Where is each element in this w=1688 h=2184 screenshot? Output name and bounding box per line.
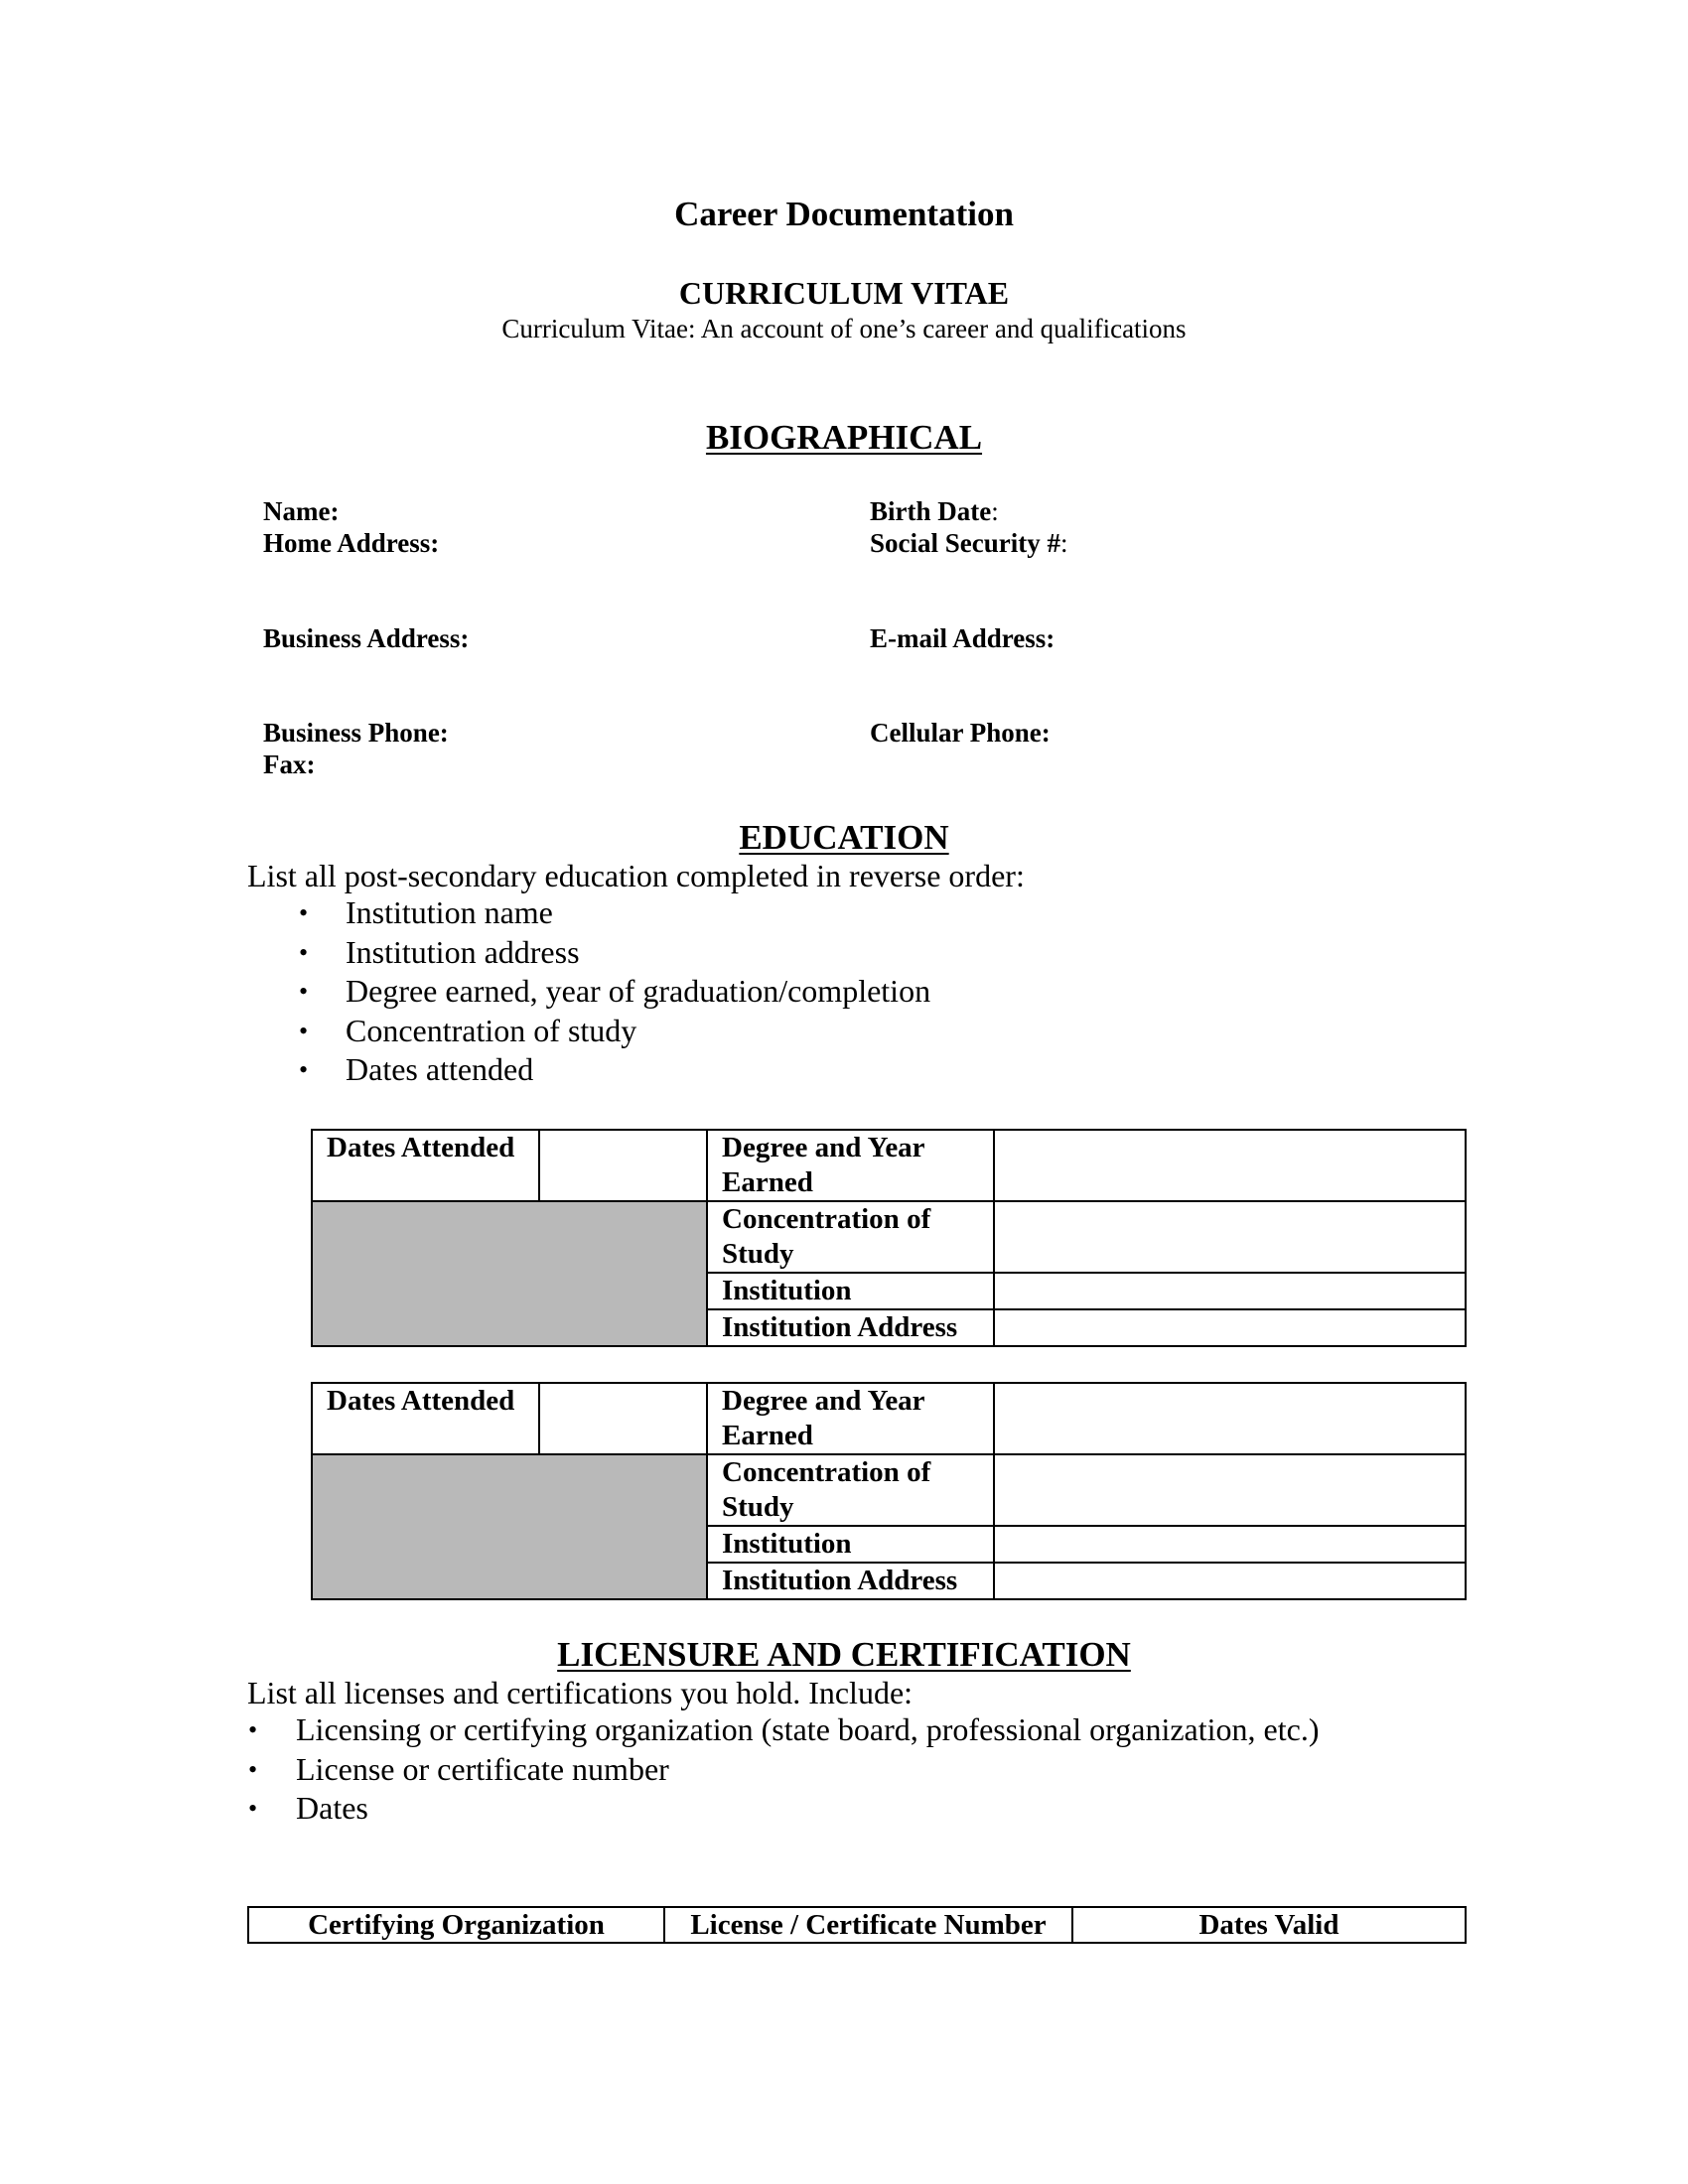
list-item bbox=[0, 1750, 1688, 1790]
list-item bbox=[0, 1710, 1688, 1750]
bullet-glyph: • bbox=[299, 898, 309, 927]
list-item-text: Institution name bbox=[346, 894, 553, 930]
institution-label: Institution bbox=[707, 1273, 994, 1309]
concentration-field[interactable] bbox=[994, 1454, 1466, 1526]
table-row bbox=[312, 1383, 1466, 1454]
education-table bbox=[311, 1129, 1467, 1347]
concentration-label: Concentration of Study bbox=[707, 1454, 994, 1526]
cv-definition: Curriculum Vitae: An account of one’s career and qualifications bbox=[501, 314, 1187, 343]
name-label: Name: bbox=[263, 496, 340, 526]
education-intro: List all post-secondary education completed in reverse order: bbox=[247, 858, 1025, 893]
licensure-intro: List all licenses and certifications you hold. Include: bbox=[247, 1675, 914, 1710]
licensure-heading bbox=[0, 1635, 1688, 1675]
fax-label: Fax: bbox=[263, 750, 316, 779]
birth-date-colon: : bbox=[991, 496, 999, 526]
bullet-glyph: • bbox=[248, 1754, 258, 1784]
institution-address-field[interactable] bbox=[994, 1563, 1466, 1599]
shaded-cell bbox=[312, 1454, 707, 1599]
education-bullet-list bbox=[0, 893, 1688, 1090]
institution-field[interactable] bbox=[994, 1273, 1466, 1309]
licensure-bullet-list bbox=[0, 1710, 1688, 1829]
business-phone-label: Business Phone: bbox=[263, 718, 449, 748]
institution-address-field[interactable] bbox=[994, 1309, 1466, 1346]
document-subtitle: CURRICULUM VITAE bbox=[678, 275, 1010, 311]
list-item bbox=[0, 893, 1688, 933]
list-item-text: Licensing or certifying organization (state board, professional organization, etc.) bbox=[296, 1711, 1320, 1747]
ssn-colon: : bbox=[1059, 528, 1068, 558]
email-label: E-mail Address: bbox=[870, 623, 1055, 653]
institution-label: Institution bbox=[707, 1526, 994, 1563]
page-title: Career Documentation bbox=[674, 195, 1014, 233]
list-item-text: Concentration of study bbox=[346, 1012, 637, 1048]
certification-table bbox=[247, 1906, 1467, 1944]
dates-attended-label: Dates Attended bbox=[312, 1383, 539, 1454]
list-item-text: Institution address bbox=[346, 933, 580, 970]
dates-valid-header: Dates Valid bbox=[1072, 1907, 1466, 1943]
table-header-row bbox=[248, 1907, 1466, 1943]
concentration-label: Concentration of Study bbox=[707, 1201, 994, 1273]
licensure-heading-text: LICENSURE AND CERTIFICATION bbox=[557, 1635, 1131, 1674]
biographical-heading bbox=[0, 418, 1688, 458]
degree-year-label: Degree and Year Earned bbox=[707, 1130, 994, 1201]
bullet-glyph: • bbox=[299, 977, 309, 1006]
concentration-field[interactable] bbox=[994, 1201, 1466, 1273]
list-item-text: License or certificate number bbox=[296, 1750, 669, 1787]
certifying-organization-header: Certifying Organization bbox=[248, 1907, 664, 1943]
ssn-label-text: Social Security # bbox=[870, 528, 1060, 558]
bullet-glyph: • bbox=[248, 1715, 258, 1744]
table-row bbox=[312, 1201, 1466, 1273]
cell-phone-label: Cellular Phone: bbox=[870, 718, 1051, 748]
degree-year-label: Degree and Year Earned bbox=[707, 1383, 994, 1454]
dates-attended-field[interactable] bbox=[539, 1130, 707, 1201]
shaded-cell bbox=[312, 1201, 707, 1346]
bullet-glyph: • bbox=[299, 1016, 309, 1045]
business-address-label: Business Address: bbox=[263, 623, 470, 653]
bullet-glyph: • bbox=[299, 1055, 309, 1084]
list-item bbox=[0, 933, 1688, 973]
bullet-glyph: • bbox=[248, 1794, 258, 1823]
list-item-text: Dates attended bbox=[346, 1051, 534, 1087]
list-item bbox=[0, 1789, 1688, 1829]
dates-attended-label: Dates Attended bbox=[312, 1130, 539, 1201]
list-item-text: Dates bbox=[296, 1790, 368, 1826]
institution-address-label: Institution Address bbox=[707, 1309, 994, 1346]
degree-year-field[interactable] bbox=[994, 1383, 1466, 1454]
list-item bbox=[0, 972, 1688, 1012]
list-item bbox=[0, 1050, 1688, 1090]
home-address-label: Home Address: bbox=[263, 528, 440, 558]
license-number-header: License / Certificate Number bbox=[664, 1907, 1072, 1943]
list-item-text: Degree earned, year of graduation/completion bbox=[346, 973, 931, 1009]
education-table bbox=[311, 1382, 1467, 1600]
ssn-label bbox=[870, 528, 1068, 559]
education-heading bbox=[0, 818, 1688, 858]
institution-address-label: Institution Address bbox=[707, 1563, 994, 1599]
biographical-heading-text: BIOGRAPHICAL bbox=[705, 418, 983, 457]
institution-field[interactable] bbox=[994, 1526, 1466, 1563]
birth-date-label bbox=[870, 496, 999, 527]
table-row bbox=[312, 1130, 1466, 1201]
table-row bbox=[312, 1454, 1466, 1526]
degree-year-field[interactable] bbox=[994, 1130, 1466, 1201]
education-heading-text: EDUCATION bbox=[739, 818, 949, 857]
dates-attended-field[interactable] bbox=[539, 1383, 707, 1454]
bullet-glyph: • bbox=[299, 937, 309, 967]
birth-date-label-text: Birth Date bbox=[870, 496, 992, 526]
list-item bbox=[0, 1012, 1688, 1051]
